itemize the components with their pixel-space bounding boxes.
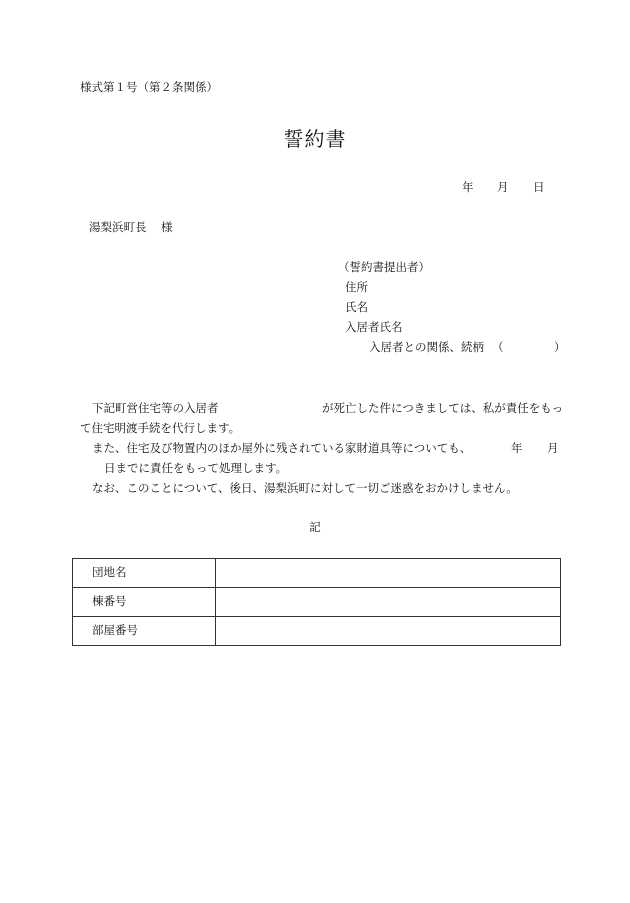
body-line-2: て住宅明渡手続を代行します。 — [80, 421, 241, 435]
table-value-danchi[interactable] — [216, 559, 561, 588]
table-label-tou: 棟番号 — [73, 588, 216, 617]
table-row — [73, 559, 561, 588]
table-label-danchi: 団地名 — [73, 559, 216, 588]
body-line-1-prefix: 下記町営住宅等の入居者 — [92, 401, 219, 415]
resident-name-label: 入居者氏名 — [345, 320, 403, 334]
ki-heading: 記 — [309, 520, 321, 534]
detail-table — [72, 558, 561, 646]
submitter-heading: （誓約書提出者） — [338, 260, 430, 274]
addressee-name: 湯梨浜町長 — [89, 220, 147, 234]
relation-close-paren: ） — [554, 340, 566, 354]
table-row — [73, 588, 561, 617]
date-year-label: 年 — [462, 180, 474, 194]
table-row — [73, 617, 561, 646]
submitter-address-label: 住所 — [345, 280, 368, 294]
relation-open-paren: （ — [492, 340, 504, 354]
body-line-5: なお、このことについて、後日、湯梨浜町に対して一切ご迷惑をおかけしません。 — [92, 481, 518, 495]
body-line-3-prefix: また、住宅及び物置内のほか屋外に残されている家財道具等についても、 — [92, 441, 472, 455]
addressee-honorific: 様 — [161, 220, 173, 234]
date-day-label: 日 — [533, 180, 545, 194]
submitter-name-label: 氏名 — [345, 300, 368, 314]
body-line-3-year: 年 — [511, 441, 523, 455]
document-title: 誓約書 — [283, 127, 347, 151]
body-line-4: 日までに責任をもって処理します。 — [104, 461, 288, 475]
table-label-room: 部屋番号 — [73, 617, 216, 646]
relation-label: 入居者との関係、続柄 — [369, 340, 484, 354]
table-value-tou[interactable] — [216, 588, 561, 617]
form-number: 様式第１号（第２条関係） — [80, 80, 218, 94]
date-month-label: 月 — [497, 180, 509, 194]
table-value-room[interactable] — [216, 617, 561, 646]
body-line-3-month: 月 — [547, 441, 559, 455]
body-line-1-suffix: が死亡した件につきましては、私が責任をもっ — [322, 401, 564, 415]
